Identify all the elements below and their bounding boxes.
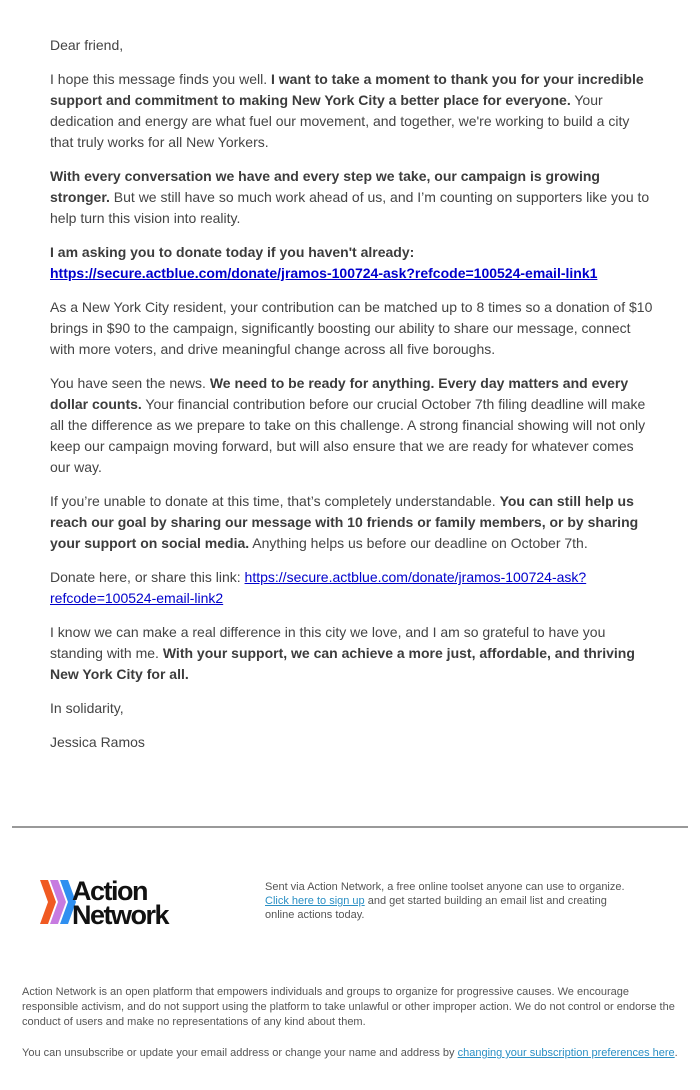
email-paragraph — [50, 242, 655, 284]
body-text: Your financial contribution before our crucial October 7th filing deadline will make all the difference as we prepare to take on this challenge. A strong financial showing will not only keep our campaign moving forward, but will also ensure that we are ready for whatever comes our way. — [50, 396, 646, 475]
bold-text: I want to take a moment to thank you for your incredible support and commitment to making New York City a better place for everyone. — [50, 71, 644, 108]
email-paragraph — [50, 732, 655, 753]
body-text: You have seen the news. — [50, 375, 210, 391]
unsubscribe-period: . — [674, 1047, 678, 1059]
body-text: Dear friend, — [50, 37, 124, 53]
unsubscribe-label: You can unsubscribe or update your email address or change your name and address by — [22, 1047, 458, 1059]
body-text: Donate here, or share this link: — [50, 569, 245, 585]
body-text: I know we can make a real difference in this city we love, and I am so grateful to have you standing with me. — [50, 624, 606, 661]
unsubscribe-text — [22, 1046, 692, 1061]
action-network-logo[interactable] — [38, 876, 198, 928]
donate-link[interactable]: https://secure.actblue.com/donate/jramos-100724-ask?refcode=100524-email-link1 — [50, 265, 598, 281]
footer-divider — [12, 826, 688, 828]
bold-text: With every conversation we have and every step we take, our campaign is growing stronger. — [50, 168, 600, 205]
email-paragraph — [50, 622, 655, 685]
svg-text:Action: Action — [72, 876, 147, 906]
email-body — [50, 35, 655, 766]
email-paragraph — [50, 35, 655, 56]
sent-via-label-2: and get started building an email list and creating online actions today. — [265, 895, 607, 921]
sent-via-label: Sent via Action Network, a free online toolset anyone can use to organize. — [265, 881, 625, 893]
body-text: Anything helps us before our deadline on October 7th. — [249, 535, 588, 551]
email-paragraph — [50, 297, 655, 360]
signup-link[interactable]: Click here to sign up — [265, 895, 365, 907]
email-paragraph — [50, 373, 655, 478]
bold-text: We need to be ready for anything. Every day matters and every dollar counts. — [50, 375, 629, 412]
bold-text: You can still help us reach our goal by sharing our message with 10 friends or family members, or by sharing your support on social media. — [50, 493, 639, 551]
email-paragraph — [50, 491, 655, 554]
email-paragraph — [50, 567, 655, 609]
body-text: I hope this message finds you well. — [50, 71, 272, 87]
subscription-preferences-link[interactable]: changing your subscription preferences here — [457, 1047, 675, 1059]
email-paragraph — [50, 698, 655, 719]
svg-text:Network: Network — [72, 900, 169, 928]
email-paragraph — [50, 166, 655, 229]
bold-text: With your support, we can achieve a more just, affordable, and thriving New York City for all. — [50, 645, 635, 682]
body-text: But we still have so much work ahead of us, and I’m counting on supporters like you to help turn this vision into reality. — [50, 189, 650, 226]
sent-via-text — [265, 880, 635, 922]
disclaimer-text: Action Network is an open platform that empowers individuals and groups to organize for progressive causes. We encourage responsible activism, and do not support using the platform to take unlawful or other improper action. We do not control or endorse the conduct of users and make no representations of any kind about them. — [22, 986, 675, 1028]
body-text: As a New York City resident, your contribution can be matched up to 8 times so a donation of $10 brings in $90 to the campaign, significantly boosting our ability to share our message, connect with more voters, and drive meaningful change across all five boroughs. — [50, 299, 653, 357]
body-text: Jessica Ramos — [50, 734, 145, 750]
action-network-logo-icon — [38, 876, 198, 928]
body-text: In solidarity, — [50, 700, 124, 716]
donate-link[interactable]: https://secure.actblue.com/donate/jramos-100724-ask?refcode=100524-email-link2 — [50, 569, 587, 606]
body-text: Your dedication and energy are what fuel our movement, and together, we're working to build a city that truly works for all New Yorkers. — [50, 92, 630, 150]
email-paragraph — [50, 69, 655, 153]
body-text: If you’re unable to donate at this time, that’s completely understandable. — [50, 493, 500, 509]
bold-text: I am asking you to donate today if you haven't already: — [50, 244, 415, 260]
